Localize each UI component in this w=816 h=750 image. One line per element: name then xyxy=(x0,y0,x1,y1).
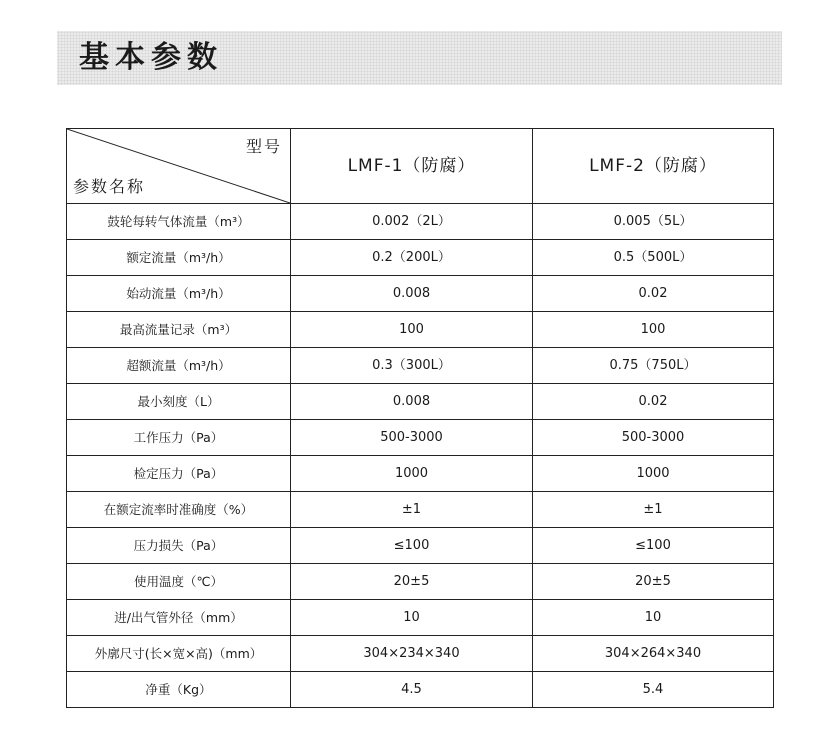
parameter-name-cell: 最高流量记录（m³） xyxy=(67,312,291,348)
model-header-lmf-2: LMF-2（防腐） xyxy=(533,129,774,204)
lmf-2-value-cell: 0.75（750L） xyxy=(533,348,774,384)
model-header-lmf-1: LMF-1（防腐） xyxy=(291,129,533,204)
parameter-name-cell: 进/出气管外径（mm） xyxy=(67,600,291,636)
section-title-bar xyxy=(57,31,782,85)
lmf-2-value-cell: 0.02 xyxy=(533,384,774,420)
lmf-2-value-cell: 10 xyxy=(533,600,774,636)
table-row xyxy=(67,312,774,348)
parameter-name-cell: 检定压力（Pa） xyxy=(67,456,291,492)
parameter-name-cell: 始动流量（m³/h） xyxy=(67,276,291,312)
lmf-1-value-cell: ≤100 xyxy=(291,528,533,564)
table-row xyxy=(67,384,774,420)
table-row xyxy=(67,348,774,384)
parameter-name-cell: 额定流量（m³/h） xyxy=(67,240,291,276)
lmf-1-value-cell: 500-3000 xyxy=(291,420,533,456)
lmf-2-value-cell: ±1 xyxy=(533,492,774,528)
lmf-2-value-cell: 500-3000 xyxy=(533,420,774,456)
table-row xyxy=(67,528,774,564)
table-row xyxy=(67,276,774,312)
lmf-1-value-cell: 20±5 xyxy=(291,564,533,600)
lmf-1-value-cell: 304×234×340 xyxy=(291,636,533,672)
table-row xyxy=(67,456,774,492)
lmf-2-value-cell: ≤100 xyxy=(533,528,774,564)
table-row xyxy=(67,672,774,708)
parameter-name-cell: 在额定流率时准确度（%） xyxy=(67,492,291,528)
lmf-1-value-cell: 1000 xyxy=(291,456,533,492)
parameter-name-cell: 超额流量（m³/h） xyxy=(67,348,291,384)
table-header-row xyxy=(67,129,774,204)
table-row xyxy=(67,492,774,528)
lmf-2-value-cell: 5.4 xyxy=(533,672,774,708)
parameter-name-label: 参数名称 xyxy=(73,177,146,196)
parameter-name-cell: 净重（Kg） xyxy=(67,672,291,708)
lmf-1-value-cell: 0.008 xyxy=(291,276,533,312)
parameter-name-cell: 工作压力（Pa） xyxy=(67,420,291,456)
lmf-1-value-cell: ±1 xyxy=(291,492,533,528)
lmf-1-value-cell: 0.2（200L） xyxy=(291,240,533,276)
model-type-label: 型号 xyxy=(245,137,282,156)
table-row xyxy=(67,204,774,240)
lmf-1-value-cell: 0.3（300L） xyxy=(291,348,533,384)
lmf-2-value-cell: 0.005（5L） xyxy=(533,204,774,240)
table-row xyxy=(67,420,774,456)
parameter-name-cell: 鼓轮每转气体流量（m³） xyxy=(67,204,291,240)
lmf-2-value-cell: 0.02 xyxy=(533,276,774,312)
lmf-1-value-cell: 0.002（2L） xyxy=(291,204,533,240)
table-row xyxy=(67,636,774,672)
lmf-1-value-cell: 100 xyxy=(291,312,533,348)
lmf-1-value-cell: 10 xyxy=(291,600,533,636)
parameter-name-cell: 压力损失（Pa） xyxy=(67,528,291,564)
lmf-2-value-cell: 20±5 xyxy=(533,564,774,600)
section-title: 基本参数 xyxy=(79,40,223,75)
parameter-name-cell: 最小刻度（L） xyxy=(67,384,291,420)
lmf-1-value-cell: 4.5 xyxy=(291,672,533,708)
lmf-2-value-cell: 304×264×340 xyxy=(533,636,774,672)
lmf-2-value-cell: 1000 xyxy=(533,456,774,492)
lmf-1-value-cell: 0.008 xyxy=(291,384,533,420)
parameter-name-cell: 使用温度（℃） xyxy=(67,564,291,600)
table-row xyxy=(67,240,774,276)
corner-header-cell xyxy=(67,129,291,204)
table-row xyxy=(67,600,774,636)
lmf-2-value-cell: 0.5（500L） xyxy=(533,240,774,276)
lmf-2-value-cell: 100 xyxy=(533,312,774,348)
table-row xyxy=(67,564,774,600)
parameter-name-cell: 外廓尺寸(长×宽×高)（mm） xyxy=(67,636,291,672)
spec-table xyxy=(66,128,774,708)
